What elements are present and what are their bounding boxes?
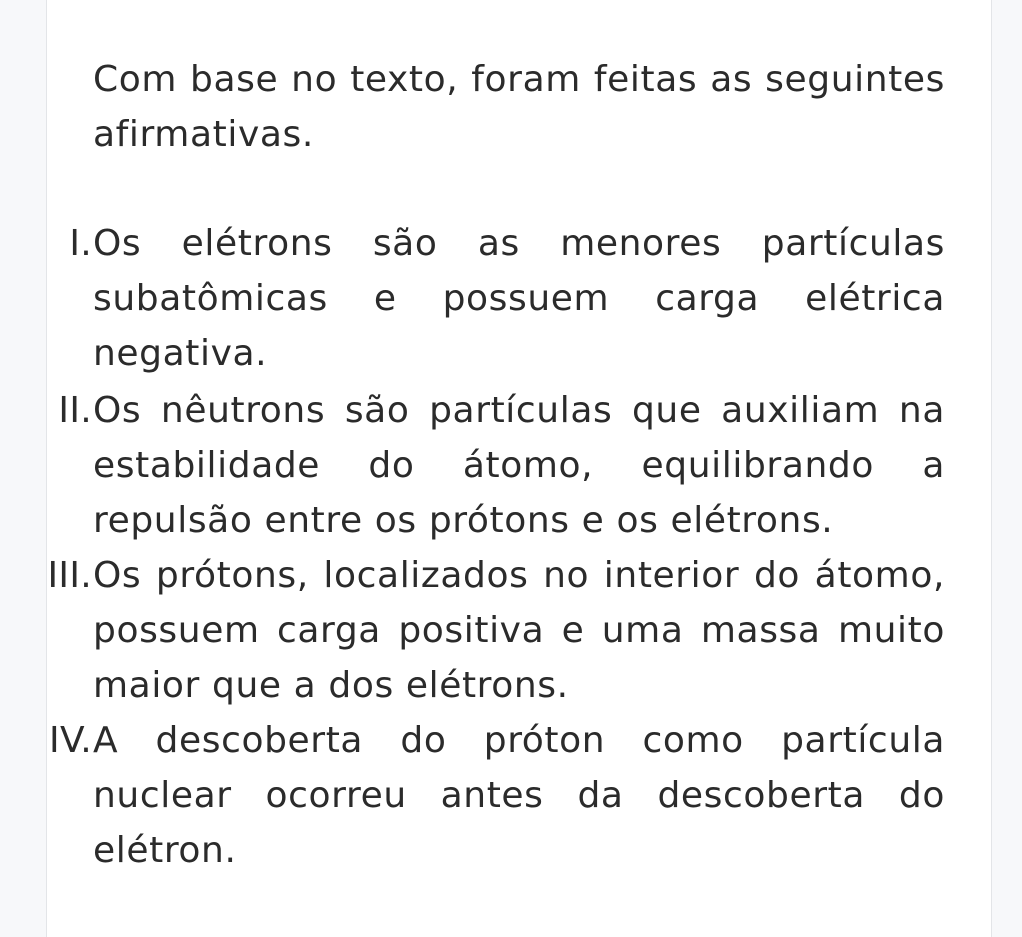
statement-marker: II.	[58, 390, 92, 431]
statement-marker: I.	[69, 223, 92, 264]
statement-marker: III.	[47, 555, 92, 596]
statement-marker: IV.	[49, 720, 92, 761]
intro-text: Com base no texto, foram feitas as seguintes afirmativas.	[93, 59, 945, 155]
statement-text: Os elétrons são as menores partículas subatômicas e possuem carga elétrica negativa.	[93, 223, 945, 374]
statement-text: Os prótons, localizados no interior do átomo, possuem carga positiva e uma massa muito maior que a dos elétrons.	[93, 555, 945, 706]
statement-text: Os nêutrons são partículas que auxiliam na estabilidade do átomo, equilibrando a repulsão entre os prótons e os elétrons.	[93, 390, 945, 541]
statement-text: A descoberta do próton como partícula nuclear ocorreu antes da descoberta do elétron.	[93, 720, 945, 871]
